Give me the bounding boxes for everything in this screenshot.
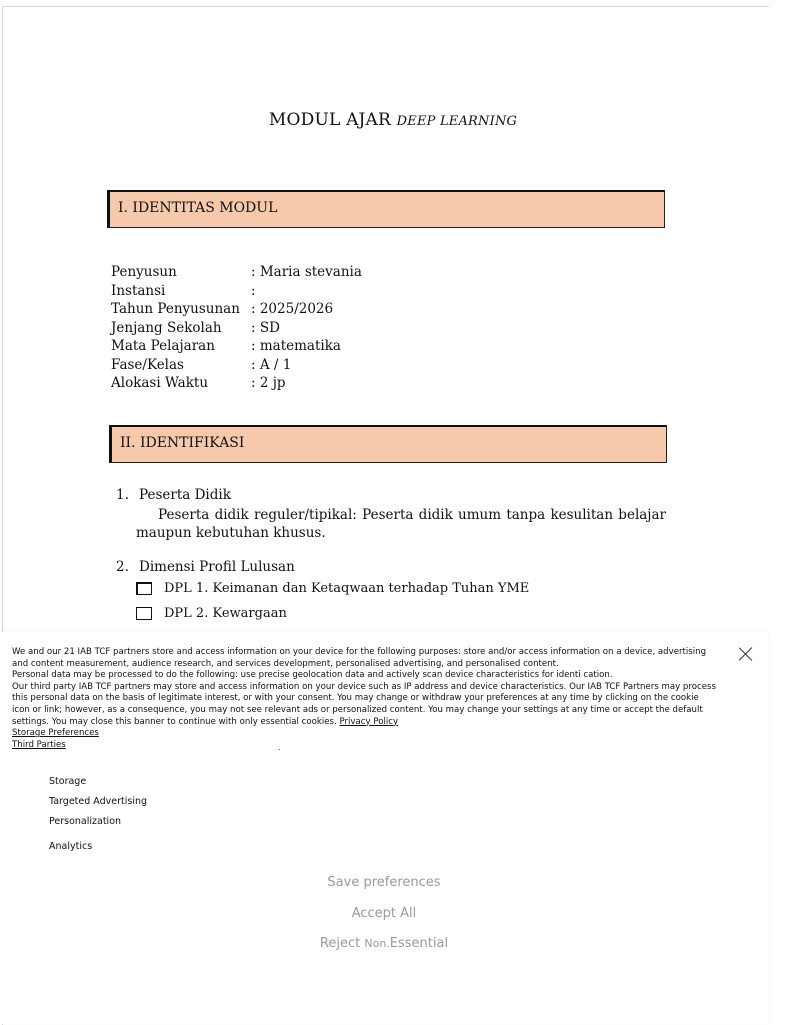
identity-row <box>111 301 362 320</box>
accept-all-button[interactable]: Accept All <box>351 906 417 921</box>
pref-personalization[interactable]: Personalization <box>49 816 122 827</box>
dpl-checklist <box>116 576 676 631</box>
reject-label-small: Non. <box>364 937 390 950</box>
consent-paragraph <box>12 682 717 728</box>
section-title: II. IDENTIFIKASI <box>120 435 245 451</box>
privacy-policy-link[interactable]: Privacy Policy <box>339 716 399 727</box>
section-title: I. IDENTITAS MODUL <box>118 200 278 216</box>
dpl-item <box>136 601 676 626</box>
pref-analytics[interactable]: Analytics <box>49 841 93 852</box>
list-item <box>116 487 666 503</box>
third-parties-link[interactable]: Third Parties <box>12 739 66 750</box>
dpl-item <box>136 576 676 601</box>
reject-label: Reject <box>319 936 361 951</box>
identity-row <box>111 375 362 394</box>
identity-key: Mata Pelajaran <box>111 338 215 354</box>
identity-row <box>111 283 362 302</box>
document-title <box>0 110 786 130</box>
preference-list <box>49 772 147 857</box>
section-identifikasi <box>109 425 667 463</box>
identity-value: : SD <box>251 319 280 336</box>
title-main: MODUL AJAR <box>268 110 392 130</box>
identity-value: : 2025/2026 <box>251 301 334 317</box>
identity-key: Instansi <box>111 282 166 299</box>
identity-value: : <box>251 282 256 299</box>
reject-label-essential: Essential <box>389 936 449 951</box>
identity-key: Tahun Penyusunan <box>111 301 240 317</box>
identity-key: Alokasi Waktu <box>111 375 209 391</box>
item-title: Dimensi Profil Lulusan <box>139 559 295 575</box>
separator-dot: . <box>278 743 281 752</box>
consent-paragraph: Personal data may be processed to do the following: use precise geolocation data and actively scan device characteristics for identi cation. <box>12 670 613 681</box>
dpl-label: DPL 1. Keimanan dan Ketaqwaan terhadap Tuhan YME <box>164 581 530 596</box>
cookie-consent-banner <box>0 632 768 1024</box>
item-number: 2. <box>116 559 129 575</box>
dpl-label: DPL 2. Kewargaan <box>164 606 287 621</box>
item-number: 1. <box>116 487 129 503</box>
identity-row <box>111 320 362 339</box>
identity-key: Jenjang Sekolah <box>111 319 222 336</box>
consent-paragraph-text: Our third party IAB TCF partners may store and access information on your device such as IP address and device characteristics. Our IAB TCF Partners may process this personal data on the basis of legitimate interest, or with your consent. You may change or withdraw your preferences at any time by clicking on the cookie icon or link; however, as a consequence, you may not see relevant ads or personalized content. You may change your settings at any time or accept the default settings. You may close this banner to continue with only essential cookies. <box>12 681 716 727</box>
item-title: Peserta Didik <box>139 487 231 503</box>
checkbox-icon[interactable] <box>136 607 152 620</box>
reject-non-essential-button[interactable] <box>0 936 768 951</box>
close-icon[interactable] <box>738 646 754 662</box>
identity-table <box>111 264 362 394</box>
save-preferences-button[interactable]: Save preferences <box>327 875 441 890</box>
pref-storage[interactable]: Storage <box>49 776 87 787</box>
consent-text <box>12 647 717 751</box>
storage-preferences-link[interactable]: Storage Preferences <box>12 728 99 739</box>
identifikasi-list <box>116 487 666 542</box>
identity-value: : 2 jp <box>251 375 286 391</box>
identity-value: : A / 1 <box>251 356 292 373</box>
identity-key: Fase/Kelas <box>111 356 184 373</box>
identity-key: Penyusun <box>111 264 177 280</box>
identity-row <box>111 264 362 283</box>
identity-row <box>111 357 362 376</box>
pref-targeted-advertising[interactable]: Targeted Advertising <box>49 796 148 807</box>
identity-value: : Maria stevania <box>251 264 362 280</box>
identity-row <box>111 338 362 357</box>
consent-paragraph: We and our 21 IAB TCF partners store and access information on your device for the following purposes: store and/or access information on a device, advertising and content measurement, audience research, and services development, personalised advertising, and personalised content. <box>12 647 707 669</box>
identity-value: : matematika <box>251 338 341 354</box>
identifikasi-list-2 <box>116 559 295 575</box>
item-description: Peserta didik reguler/tipikal: Peserta didik umum tanpa kesulitan belajar maupun kebutuhan khusus. <box>136 507 666 541</box>
title-emphasis: DEEP LEARNING <box>396 114 518 129</box>
section-identitas-modul <box>107 190 665 228</box>
list-item <box>116 559 295 575</box>
checkbox-icon[interactable] <box>136 582 152 595</box>
